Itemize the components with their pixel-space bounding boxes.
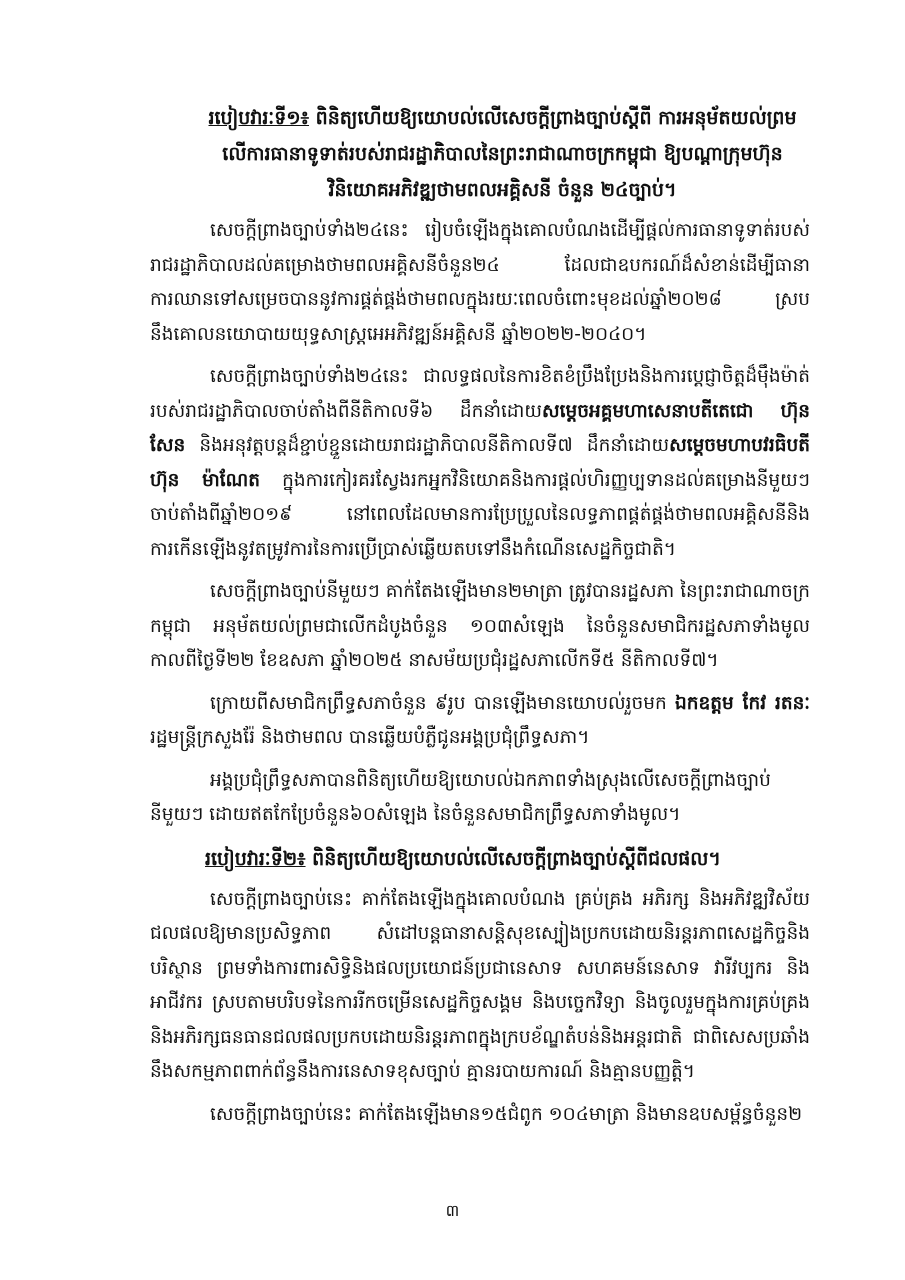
agenda-item-2-label: របៀបវារៈទី២៖: [205, 847, 306, 870]
paragraph-2-bold-name-1: សម្តេចអគ្គមហាសេនាបតីតេជោ ហ៊ុន សែន: [150, 400, 810, 456]
paragraph-4-text-b: រដ្ឋមន្ត្រីក្រសួងរ៉ែ និងថាមពល បានឆ្លើយបំភ្លឺជូនអង្គប្រជុំព្រឹទ្ធសភា។: [150, 727, 590, 748]
paragraph-2-bold-name-2: សម្តេចមហាបវរធិបតី ហ៊ុន ម៉ាណែត: [150, 435, 810, 491]
paragraph-3: សេចក្តីព្រាងច្បាប់នីមួយៗ គាក់តែងឡើងមាន២មាត្រា ត្រូវបានរដ្ឋសភា នៃព្រះរាជាណាចក្រកម្ពុជា អនុម័តយល់ព្រមជាលើកដំបូងចំនួន ១០៣សំឡេង នៃចំនួនសមាជិករដ្ឋសភាទាំងមូល កាលពីថ្ងៃទី២២ ខែឧសភា ឆ្នាំ២០២៥ នាសម័យប្រជុំរដ្ឋសភាលើកទី៥ នីតិកាលទី៧។: [150, 581, 810, 671]
paragraph-2-text-b: និងអនុវត្តបន្តដ៏ខ្ជាប់ខ្ជួនដោយរាជរដ្ឋាភិបាលនីតិកាលទី៧ ដឹកនាំដោយ: [185, 435, 670, 456]
paragraph-4-text-a: ក្រោយពីសមាជិកព្រឹទ្ធសភាចំនួន ៩រូប បានឡើងមានយោបល់រួចមក: [210, 692, 676, 714]
paragraph-4-bold-name: ឯកឧត្តម កែវ រតនៈ: [675, 692, 810, 714]
document-page: [150, 100, 810, 1140]
paragraph-2: [150, 360, 810, 567]
paragraph-2-text-c: ក្នុងការកៀរគរស្វែងរកអ្នកវិនិយោគនិងការផ្តល់ហិរញ្ញប្បទានដល់គម្រោងនីមួយៗ ចាប់តាំងពីឆ្នាំ២០១៩ នៅពេលដែលមានការប្រែប្រួលនៃលទ្ធភាពផ្គត់ផ្គង់ថាមពលអគ្គិសនីនិងការកើនឡើងនូវតម្រូវការនៃការប្រើប្រាស់ឆ្លើយតបទៅនឹងកំណើនសេដ្ឋកិច្ចជាតិ។: [150, 469, 810, 560]
agenda-item-2-heading: [205, 841, 810, 877]
paragraph-4: [150, 687, 810, 756]
paragraph-2-text-a: សេចក្តីព្រាងច្បាប់ទាំង២៤នេះ ជាលទ្ធផលនៃការខិតខំប្រឹងប្រែងនិងការប្តេជ្ញាចិត្តដ៏មុឹងម៉ាត់របស់រាជរដ្ឋាភិបាលចាប់តាំងពីនីតិកាលទី៦ ដឹកនាំដោយ: [150, 366, 810, 422]
paragraph-5: អង្គប្រជុំព្រឹទ្ធសភាបានពិនិត្យហើយឱ្យយោបល់ឯកភាពទាំងស្រុងលើសេចក្តីព្រាងច្បាប់នីមួយៗ ដោយឥតកែប្រែចំនួន៦០សំឡេង នៃចំនួនសមាជិកព្រឹទ្ធសភាទាំងមូល។: [150, 769, 771, 825]
agenda-item-2-title: ពិនិត្យហើយឱ្យយោបល់លើសេចក្តីព្រាងច្បាប់ស្តីពីជលផល។: [305, 847, 721, 870]
agenda-item-1-heading: [195, 100, 810, 208]
page-number: ៣: [445, 1201, 460, 1220]
agenda-item-1-title: ពិនិត្យហើយឱ្យយោបល់លើសេចក្តីព្រាងច្បាប់ស្តីពី ការអនុម័តយល់ព្រមលើការធានាទូទាត់របស់រាជរដ្ឋាភិបាលនៃព្រះរាជាណាចក្រកម្ពុជា ឱ្យបណ្តាក្រុមហ៊ុនវិនិយោគអភិវឌ្ឍថាមពលអគ្គិសនី ចំនួន ២៤ច្បាប់។: [222, 107, 797, 201]
paragraph-1: សេចក្តីព្រាងច្បាប់ទាំង២៤នេះ រៀបចំឡើងក្នុងគោលបំណងដើម្បីផ្តល់ការធានាទូទាត់របស់រាជរដ្ឋាភិបាលដល់គម្រោងថាមពលអគ្គិសនីចំនួន២៤ ដែលជាឧបករណ៍ដ៏សំខាន់ដើម្បីធានាការឈានទៅសម្រេចបាននូវការផ្គត់ផ្គង់ថាមពលក្នុងរយៈពេលចំពោះមុខដល់ឆ្នាំ២០២៨ ស្របនឹងគោលនយោបាយយុទ្ធសាស្ត្រអេអភិវឌ្ឍន៍អគ្គិសនី ឆ្នាំ២០២២-២០៤០។: [150, 220, 810, 345]
agenda-item-1-label: របៀបវារៈទី១៖: [208, 107, 310, 129]
paragraph-7: សេចក្តីព្រាងច្បាប់នេះ គាក់តែងឡើងមាន១៥ជំពូក ១០៤មាត្រា និងមានឧបសម្ព័ន្ធចំនួន២: [210, 1103, 803, 1125]
paragraph-6: សេចក្តីព្រាងច្បាប់នេះ គាក់តែងឡើងក្នុងគោលបំណង គ្រប់គ្រង អភិរក្ស និងអភិវឌ្ឍវិស័យជលផលឱ្យមានប្រសិទ្ធភាព សំដៅបន្តធានាសន្តិសុខស្បៀងប្រកបដោយនិរន្តរភាពសេដ្ឋកិច្ចនិងបរិស្ថាន ព្រមទាំងការពារសិទ្ធិនិងផលប្រយោជន៍ប្រជានេសាទ សហគមន៍នេសាទ វារីវប្បករ និងអាជីវករ ស្របតាមបរិបទនៃការរីកចម្រើនសេដ្ឋកិច្ចសង្គម និងបច្ចេកវិទ្យា និងចូលរួមក្នុងការគ្រប់គ្រង និងអភិរក្សធនធានជលផលប្រកបដោយនិរន្តរភាពក្នុងក្របខ័ណ្ឌតំបន់និងអន្តរជាតិ ជាពិសេសប្រឆាំងនឹងសកម្មភាពពាក់ព័ន្ធនឹងការនេសាទខុសច្បាប់ គ្មានរបាយការណ៍ និងគ្មានបញ្ញត្តិ។: [150, 888, 810, 1082]
